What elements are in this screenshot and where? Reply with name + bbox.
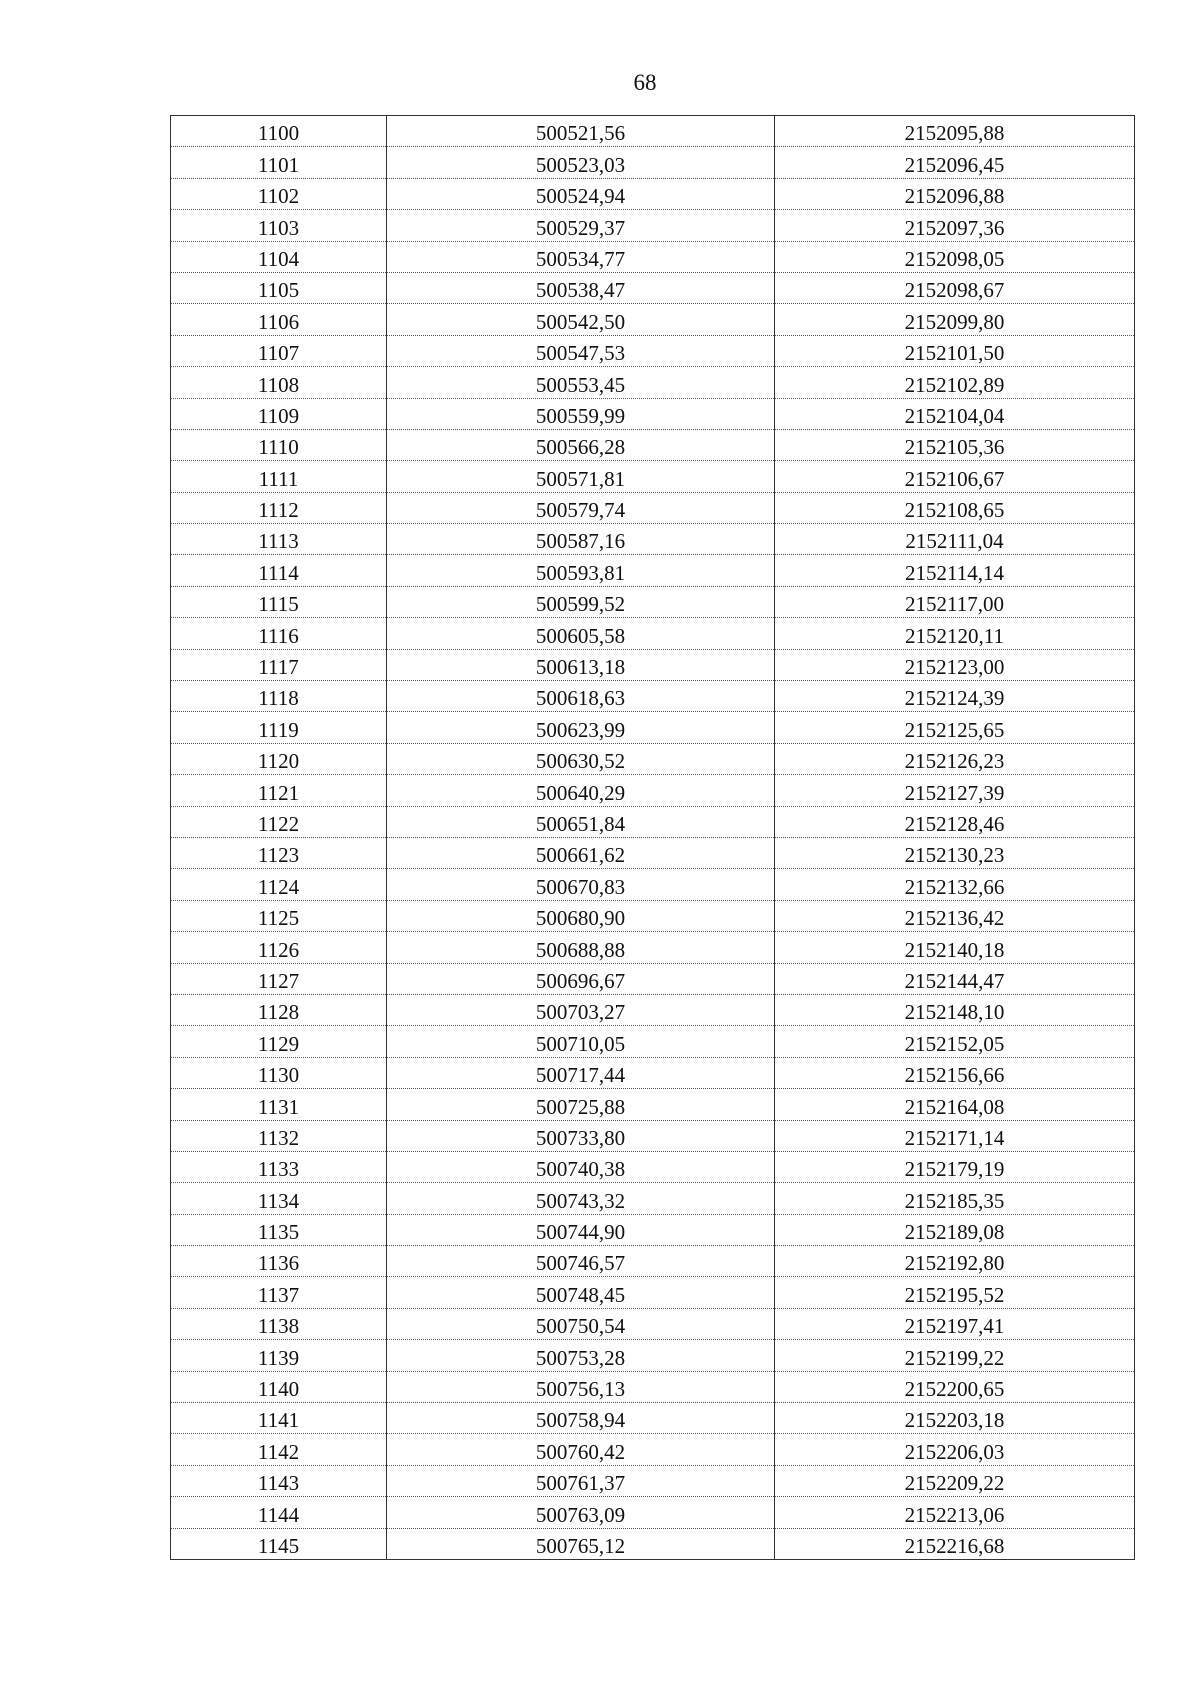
- table-row: [171, 210, 1135, 241]
- point-number-cell: 1125: [171, 900, 387, 931]
- y-coordinate-cell: 2152102,89: [775, 367, 1135, 398]
- x-coordinate-cell: 500593,81: [387, 555, 775, 586]
- x-coordinate-cell: 500623,99: [387, 712, 775, 743]
- y-coordinate-cell: 2152206,03: [775, 1434, 1135, 1465]
- point-number-cell: 1119: [171, 712, 387, 743]
- point-number-cell: 1123: [171, 837, 387, 868]
- y-coordinate-cell: 2152199,22: [775, 1340, 1135, 1371]
- page-number: 68: [633, 70, 657, 95]
- x-coordinate-cell: 500710,05: [387, 1026, 775, 1057]
- table-row: [171, 837, 1135, 868]
- table-row: [171, 994, 1135, 1025]
- table-row: [171, 492, 1135, 523]
- point-number-cell: 1118: [171, 681, 387, 712]
- y-coordinate-cell: 2152101,50: [775, 335, 1135, 366]
- y-coordinate-cell: 2152192,80: [775, 1246, 1135, 1277]
- y-coordinate-cell: 2152203,18: [775, 1403, 1135, 1434]
- y-coordinate-cell: 2152148,10: [775, 994, 1135, 1025]
- point-number-cell: 1133: [171, 1151, 387, 1182]
- point-number-cell: 1143: [171, 1465, 387, 1496]
- x-coordinate-cell: 500566,28: [387, 429, 775, 460]
- table-row: [171, 335, 1135, 366]
- y-coordinate-cell: 2152105,36: [775, 429, 1135, 460]
- point-number-cell: 1134: [171, 1183, 387, 1214]
- point-number-cell: 1115: [171, 586, 387, 617]
- table-row: [171, 304, 1135, 335]
- table-row: [171, 806, 1135, 837]
- y-coordinate-cell: 2152164,08: [775, 1089, 1135, 1120]
- x-coordinate-cell: 500740,38: [387, 1151, 775, 1182]
- x-coordinate-cell: 500538,47: [387, 272, 775, 303]
- x-coordinate-cell: 500753,28: [387, 1340, 775, 1371]
- table-row: [171, 147, 1135, 178]
- table-row: [171, 1434, 1135, 1465]
- point-number-cell: 1144: [171, 1497, 387, 1528]
- x-coordinate-cell: 500605,58: [387, 618, 775, 649]
- y-coordinate-cell: 2152140,18: [775, 932, 1135, 963]
- point-number-cell: 1111: [171, 461, 387, 492]
- point-number-cell: 1136: [171, 1246, 387, 1277]
- y-coordinate-cell: 2152128,46: [775, 806, 1135, 837]
- x-coordinate-cell: 500748,45: [387, 1277, 775, 1308]
- point-number-cell: 1128: [171, 994, 387, 1025]
- x-coordinate-cell: 500744,90: [387, 1214, 775, 1245]
- table-row: [171, 555, 1135, 586]
- table-row: [171, 712, 1135, 743]
- x-coordinate-cell: 500703,27: [387, 994, 775, 1025]
- x-coordinate-cell: 500587,16: [387, 524, 775, 555]
- point-number-cell: 1106: [171, 304, 387, 335]
- point-number-cell: 1141: [171, 1403, 387, 1434]
- table-row: [171, 963, 1135, 994]
- table-row: [171, 178, 1135, 209]
- x-coordinate-cell: 500521,56: [387, 116, 775, 147]
- point-number-cell: 1113: [171, 524, 387, 555]
- table-row: [171, 1371, 1135, 1402]
- point-number-cell: 1142: [171, 1434, 387, 1465]
- point-number-cell: 1114: [171, 555, 387, 586]
- table-row: [171, 681, 1135, 712]
- x-coordinate-cell: 500559,99: [387, 398, 775, 429]
- x-coordinate-cell: 500725,88: [387, 1089, 775, 1120]
- x-coordinate-cell: 500630,52: [387, 743, 775, 774]
- table-row: [171, 1465, 1135, 1496]
- x-coordinate-cell: 500746,57: [387, 1246, 775, 1277]
- y-coordinate-cell: 2152132,66: [775, 869, 1135, 900]
- point-number-cell: 1145: [171, 1528, 387, 1559]
- point-number-cell: 1117: [171, 649, 387, 680]
- y-coordinate-cell: 2152152,05: [775, 1026, 1135, 1057]
- table-row: [171, 775, 1135, 806]
- point-number-cell: 1126: [171, 932, 387, 963]
- point-number-cell: 1109: [171, 398, 387, 429]
- table-row: [171, 398, 1135, 429]
- table-row: [171, 1497, 1135, 1528]
- y-coordinate-cell: 2152106,67: [775, 461, 1135, 492]
- table-row: [171, 649, 1135, 680]
- table-row: [171, 461, 1135, 492]
- table-row: [171, 1528, 1135, 1559]
- x-coordinate-cell: 500618,63: [387, 681, 775, 712]
- point-number-cell: 1137: [171, 1277, 387, 1308]
- table-row: [171, 1246, 1135, 1277]
- table-row: [171, 1026, 1135, 1057]
- table-row: [171, 1403, 1135, 1434]
- point-number-cell: 1107: [171, 335, 387, 366]
- y-coordinate-cell: 2152216,68: [775, 1528, 1135, 1559]
- x-coordinate-cell: 500651,84: [387, 806, 775, 837]
- x-coordinate-cell: 500542,50: [387, 304, 775, 335]
- x-coordinate-cell: 500763,09: [387, 1497, 775, 1528]
- point-number-cell: 1122: [171, 806, 387, 837]
- table-row: [171, 1120, 1135, 1151]
- x-coordinate-cell: 500547,53: [387, 335, 775, 366]
- x-coordinate-cell: 500765,12: [387, 1528, 775, 1559]
- x-coordinate-cell: 500661,62: [387, 837, 775, 868]
- y-coordinate-cell: 2152124,39: [775, 681, 1135, 712]
- y-coordinate-cell: 2152114,14: [775, 555, 1135, 586]
- table-row: [171, 116, 1135, 147]
- x-coordinate-cell: 500750,54: [387, 1308, 775, 1339]
- y-coordinate-cell: 2152096,88: [775, 178, 1135, 209]
- y-coordinate-cell: 2152136,42: [775, 900, 1135, 931]
- point-number-cell: 1135: [171, 1214, 387, 1245]
- y-coordinate-cell: 2152099,80: [775, 304, 1135, 335]
- x-coordinate-cell: 500733,80: [387, 1120, 775, 1151]
- point-number-cell: 1124: [171, 869, 387, 900]
- y-coordinate-cell: 2152096,45: [775, 147, 1135, 178]
- table-row: [171, 524, 1135, 555]
- y-coordinate-cell: 2152213,06: [775, 1497, 1135, 1528]
- point-number-cell: 1104: [171, 241, 387, 272]
- table-row: [171, 869, 1135, 900]
- x-coordinate-cell: 500534,77: [387, 241, 775, 272]
- y-coordinate-cell: 2152097,36: [775, 210, 1135, 241]
- y-coordinate-cell: 2152200,65: [775, 1371, 1135, 1402]
- point-number-cell: 1100: [171, 116, 387, 147]
- point-number-cell: 1138: [171, 1308, 387, 1339]
- x-coordinate-cell: 500524,94: [387, 178, 775, 209]
- x-coordinate-cell: 500756,13: [387, 1371, 775, 1402]
- x-coordinate-cell: 500579,74: [387, 492, 775, 523]
- y-coordinate-cell: 2152209,22: [775, 1465, 1135, 1496]
- x-coordinate-cell: 500571,81: [387, 461, 775, 492]
- x-coordinate-cell: 500553,45: [387, 367, 775, 398]
- y-coordinate-cell: 2152098,67: [775, 272, 1135, 303]
- y-coordinate-cell: 2152117,00: [775, 586, 1135, 617]
- table-row: [171, 1183, 1135, 1214]
- point-number-cell: 1139: [171, 1340, 387, 1371]
- x-coordinate-cell: 500640,29: [387, 775, 775, 806]
- y-coordinate-cell: 2152127,39: [775, 775, 1135, 806]
- point-number-cell: 1112: [171, 492, 387, 523]
- y-coordinate-cell: 2152104,04: [775, 398, 1135, 429]
- x-coordinate-cell: 500743,32: [387, 1183, 775, 1214]
- y-coordinate-cell: 2152098,05: [775, 241, 1135, 272]
- table-row: [171, 586, 1135, 617]
- point-number-cell: 1120: [171, 743, 387, 774]
- coordinates-table-body: [171, 116, 1135, 1560]
- point-number-cell: 1103: [171, 210, 387, 241]
- point-number-cell: 1121: [171, 775, 387, 806]
- table-row: [171, 429, 1135, 460]
- table-row: [171, 272, 1135, 303]
- point-number-cell: 1110: [171, 429, 387, 460]
- point-number-cell: 1116: [171, 618, 387, 649]
- point-number-cell: 1127: [171, 963, 387, 994]
- coordinates-table: [170, 115, 1135, 1560]
- point-number-cell: 1130: [171, 1057, 387, 1088]
- point-number-cell: 1102: [171, 178, 387, 209]
- x-coordinate-cell: 500670,83: [387, 869, 775, 900]
- y-coordinate-cell: 2152123,00: [775, 649, 1135, 680]
- point-number-cell: 1129: [171, 1026, 387, 1057]
- point-number-cell: 1108: [171, 367, 387, 398]
- y-coordinate-cell: 2152108,65: [775, 492, 1135, 523]
- x-coordinate-cell: 500761,37: [387, 1465, 775, 1496]
- y-coordinate-cell: 2152126,23: [775, 743, 1135, 774]
- y-coordinate-cell: 2152171,14: [775, 1120, 1135, 1151]
- table-row: [171, 1151, 1135, 1182]
- y-coordinate-cell: 2152189,08: [775, 1214, 1135, 1245]
- y-coordinate-cell: 2152156,66: [775, 1057, 1135, 1088]
- table-row: [171, 1089, 1135, 1120]
- x-coordinate-cell: 500680,90: [387, 900, 775, 931]
- y-coordinate-cell: 2152179,19: [775, 1151, 1135, 1182]
- table-row: [171, 618, 1135, 649]
- x-coordinate-cell: 500688,88: [387, 932, 775, 963]
- table-row: [171, 241, 1135, 272]
- table-row: [171, 1057, 1135, 1088]
- y-coordinate-cell: 2152111,04: [775, 524, 1135, 555]
- y-coordinate-cell: 2152095,88: [775, 116, 1135, 147]
- y-coordinate-cell: 2152125,65: [775, 712, 1135, 743]
- table-row: [171, 367, 1135, 398]
- point-number-cell: 1131: [171, 1089, 387, 1120]
- y-coordinate-cell: 2152185,35: [775, 1183, 1135, 1214]
- x-coordinate-cell: 500599,52: [387, 586, 775, 617]
- y-coordinate-cell: 2152130,23: [775, 837, 1135, 868]
- table-row: [171, 1340, 1135, 1371]
- x-coordinate-cell: 500529,37: [387, 210, 775, 241]
- x-coordinate-cell: 500523,03: [387, 147, 775, 178]
- table-row: [171, 743, 1135, 774]
- point-number-cell: 1132: [171, 1120, 387, 1151]
- x-coordinate-cell: 500717,44: [387, 1057, 775, 1088]
- y-coordinate-cell: 2152197,41: [775, 1308, 1135, 1339]
- table-row: [171, 932, 1135, 963]
- point-number-cell: 1101: [171, 147, 387, 178]
- table-row: [171, 1308, 1135, 1339]
- x-coordinate-cell: 500696,67: [387, 963, 775, 994]
- point-number-cell: 1140: [171, 1371, 387, 1402]
- table-row: [171, 1277, 1135, 1308]
- x-coordinate-cell: 500758,94: [387, 1403, 775, 1434]
- y-coordinate-cell: 2152120,11: [775, 618, 1135, 649]
- table-row: [171, 1214, 1135, 1245]
- x-coordinate-cell: 500613,18: [387, 649, 775, 680]
- x-coordinate-cell: 500760,42: [387, 1434, 775, 1465]
- point-number-cell: 1105: [171, 272, 387, 303]
- y-coordinate-cell: 2152144,47: [775, 963, 1135, 994]
- table-row: [171, 900, 1135, 931]
- y-coordinate-cell: 2152195,52: [775, 1277, 1135, 1308]
